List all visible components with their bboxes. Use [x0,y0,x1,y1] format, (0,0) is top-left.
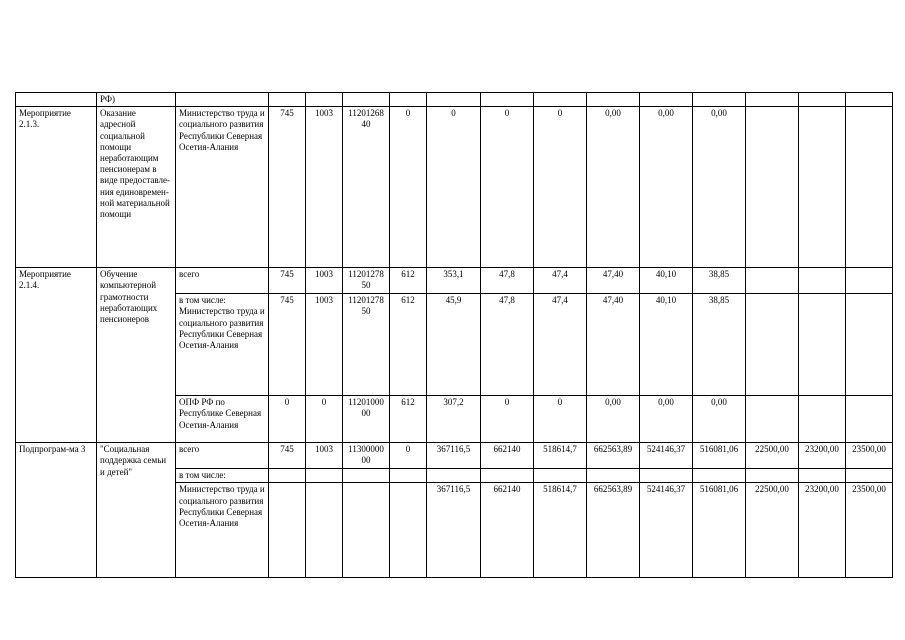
cell-value [799,268,846,294]
cell-csr: 1120126840 [343,107,390,268]
cell [269,93,306,107]
cell-value: 662563,89 [587,443,640,469]
cell-value [846,396,893,443]
cell-value: 353,1 [427,268,481,294]
cell-executor: в том числе: Министерство труда и социального развития Республики Северная Осетия-Алания [176,294,269,396]
cell-activity-name: Мероприятие 2.1.3. [16,107,97,268]
cell-rzpr [306,483,343,578]
cell [427,93,481,107]
cell [693,93,746,107]
cell [390,469,427,483]
table-row [16,93,893,107]
cell-value: 516081,06 [693,443,746,469]
cell-value: 23200,00 [799,443,846,469]
cell-value: 0,00 [693,396,746,443]
cell-activity-name: Подпрограм-ма 3 [16,443,97,578]
cell-value: 0 [481,396,534,443]
cell-value: 23500,00 [846,443,893,469]
cell [306,469,343,483]
cell [799,469,846,483]
cell-value [746,268,799,294]
cell-executor: Министерство труда и социального развития Республики Северная Осетия-Алания [176,107,269,268]
cell-value: 0 [481,107,534,268]
cell-value: 516081,06 [693,483,746,578]
cell-grbs: 745 [269,107,306,268]
cell-value [846,268,893,294]
cell-vr: 612 [390,294,427,396]
cell-vr [390,483,427,578]
table-row [16,268,893,294]
cell [176,93,269,107]
cell [481,469,534,483]
cell-vr: 612 [390,396,427,443]
cell-value: 662563,89 [587,483,640,578]
cell-value: 0 [534,396,587,443]
cell-value: 0 [427,107,481,268]
cell-executor: всего [176,443,269,469]
cell [587,93,640,107]
cell-csr: 1120127850 [343,268,390,294]
cell-value: 47,40 [587,268,640,294]
cell-value: 0,00 [640,396,693,443]
table-row [16,443,893,469]
cell [481,93,534,107]
cell-value [746,294,799,396]
cell-value: 662140 [481,443,534,469]
cell-value [799,396,846,443]
cell-value: 0,00 [587,107,640,268]
cell-value: 22500,00 [746,443,799,469]
cell-rzpr: 1003 [306,268,343,294]
cell-executor: в том числе: [176,469,269,483]
cell-value: 662140 [481,483,534,578]
cell-value: 47,4 [534,268,587,294]
cell [846,469,893,483]
cell-csr: 1120127850 [343,294,390,396]
cell [343,93,390,107]
cell-rzpr: 1003 [306,107,343,268]
cell-grbs: 0 [269,396,306,443]
cell-value: 38,85 [693,294,746,396]
cell [269,469,306,483]
cell-rzpr: 0 [306,396,343,443]
cell [427,469,481,483]
cell-csr [343,483,390,578]
cell-value: 22500,00 [746,483,799,578]
cell-value: 0,00 [640,107,693,268]
cell-value: 40,10 [640,294,693,396]
cell-value: 518614,7 [534,443,587,469]
table-row [16,107,893,268]
cell-value: 367116,5 [427,443,481,469]
cell-value: 47,8 [481,268,534,294]
cell-value [746,396,799,443]
cell-value [746,107,799,268]
cell [746,93,799,107]
cell [534,469,587,483]
cell-value: 38,85 [693,268,746,294]
cell-value [846,107,893,268]
cell [16,93,97,107]
cell-executor: Министерство труда и социального развития Республики Северная Осетия-Алания [176,483,269,578]
cell-executor: ОПФ РФ по Республике Северная Осетия-Алания [176,396,269,443]
cell-value: 40,10 [640,268,693,294]
cell [640,93,693,107]
cell-value: 47,40 [587,294,640,396]
cell-grbs: 745 [269,443,306,469]
cell [587,469,640,483]
cell [343,469,390,483]
cell-value: 23500,00 [846,483,893,578]
cell-value [846,294,893,396]
cell-value: 0,00 [587,396,640,443]
cell-value: 367116,5 [427,483,481,578]
cell-value: 0 [534,107,587,268]
cell-vr: 0 [390,443,427,469]
cell-grbs: 745 [269,268,306,294]
cell [846,93,893,107]
cell [693,469,746,483]
cell-value: 45,9 [427,294,481,396]
cell-value [799,107,846,268]
cell-vr: 612 [390,268,427,294]
cell-activity-name: Мероприятие 2.1.4. [16,268,97,443]
cell [306,93,343,107]
cell-value: 524146,37 [640,443,693,469]
cell-grbs: 745 [269,294,306,396]
cell-value: 47,8 [481,294,534,396]
cell [534,93,587,107]
cell-value: 518614,7 [534,483,587,578]
cell-value: 23200,00 [799,483,846,578]
cell [799,93,846,107]
cell-description: РФ) [97,93,176,107]
budget-table [15,92,893,578]
cell-description: Оказание адресной социальной помощи неработающим пенсионерам в виде предоставле-ния единовремен-ной материальной помощи [97,107,176,268]
cell [390,93,427,107]
cell-executor: всего [176,268,269,294]
cell-csr: 1120100000 [343,396,390,443]
cell-value: 0,00 [693,107,746,268]
cell-value [799,294,846,396]
cell-value: 307,2 [427,396,481,443]
cell-csr: 1130000000 [343,443,390,469]
cell-rzpr: 1003 [306,443,343,469]
cell [746,469,799,483]
cell-rzpr: 1003 [306,294,343,396]
cell-grbs [269,483,306,578]
cell-vr: 0 [390,107,427,268]
cell-description: Обучение компьютерной грамотности неработающих пенсионеров [97,268,176,443]
cell-value: 524146,37 [640,483,693,578]
cell [640,469,693,483]
cell-description: "Социальная поддержка семьи и детей" [97,443,176,578]
cell-value: 47,4 [534,294,587,396]
